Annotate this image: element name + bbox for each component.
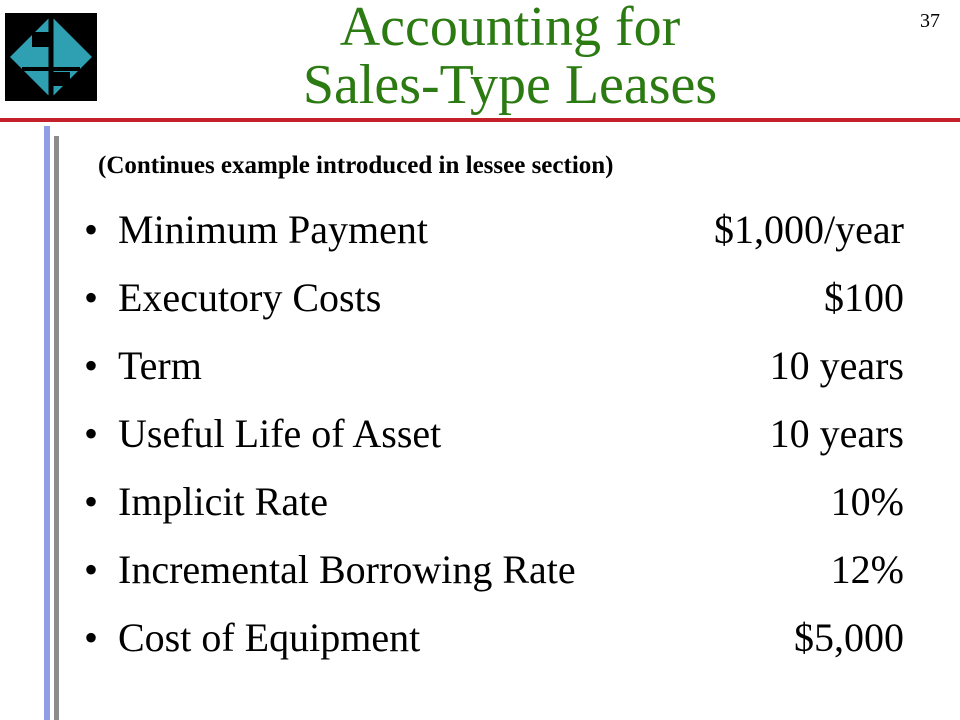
- page-title-line-2: Sales-Type Leases: [302, 54, 718, 116]
- logo-icon: [4, 12, 98, 102]
- subtitle: (Continues example introduced in lessee section): [98, 152, 614, 179]
- bullet: •: [84, 343, 99, 388]
- bullet: •: [84, 275, 99, 320]
- page-title-line-1: Accounting for: [339, 0, 681, 58]
- list-item: [84, 608, 904, 676]
- list-item: [84, 404, 904, 472]
- page-number: 37: [920, 10, 940, 32]
- bullet: •: [84, 411, 99, 456]
- bullet: •: [84, 547, 99, 592]
- item-label: Cost of Equipment: [118, 615, 421, 660]
- page-title: [100, 0, 920, 114]
- item-label: Minimum Payment: [118, 207, 428, 252]
- item-value: 10 years: [769, 343, 904, 388]
- list-item: [84, 268, 904, 336]
- lease-terms-list: [84, 200, 904, 676]
- item-value: $1,000/year: [714, 207, 904, 252]
- list-item: [84, 540, 904, 608]
- item-value: 10 years: [769, 411, 904, 456]
- title-divider: [0, 118, 960, 122]
- list-item: [84, 336, 904, 404]
- item-value: $100: [824, 275, 904, 320]
- item-label: Executory Costs: [118, 275, 382, 320]
- bullet: •: [84, 479, 99, 524]
- item-label: Incremental Borrowing Rate: [118, 547, 576, 592]
- list-item: [84, 472, 904, 540]
- item-value: 12%: [830, 547, 904, 592]
- item-label: Useful Life of Asset: [118, 411, 442, 456]
- list-item: [84, 200, 904, 268]
- bullet: •: [84, 207, 99, 252]
- logo: [4, 12, 98, 102]
- bullet: •: [84, 615, 99, 660]
- left-accent-bar: [44, 126, 50, 720]
- item-value: $5,000: [794, 615, 904, 660]
- item-value: 10%: [830, 479, 904, 524]
- item-label: Term: [118, 343, 202, 388]
- left-shadow-bar: [54, 136, 59, 720]
- item-label: Implicit Rate: [118, 479, 328, 524]
